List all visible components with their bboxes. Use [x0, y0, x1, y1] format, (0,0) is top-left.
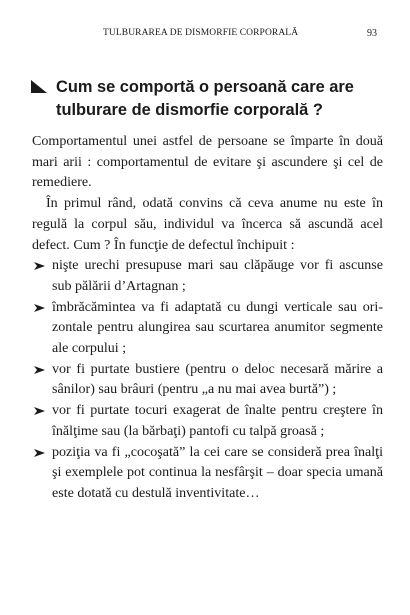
arrowhead-bullet-icon	[34, 304, 45, 312]
paragraph-2: În primul rând, odată convins că ceva anume nu este în regulă la corpul său, individul va încerca să ascundă acel defect. Cum ? În funcţie de defectul închipuit :	[32, 195, 383, 253]
bullet-list	[32, 255, 383, 503]
bullet-text: vor fi purtate bustiere (pentru o deloc necesară mărire a sânilor) sau brâuri (pentru „a nu mai avea burtă”) ;	[52, 360, 383, 398]
arrowhead-bullet-icon	[34, 449, 45, 457]
arrowhead-bullet-icon	[34, 366, 45, 374]
bullet-text: vor fi purtate tocuri exagerat de înalte pentru creştere în înălţime sau (la bărbaţi) pantofi cu talpă groasă ;	[52, 402, 383, 439]
heading-line-1: Cum se comportă o persoană care are	[56, 78, 354, 96]
bullet-text: poziţia va fi „cocoşată” la cei care se consideră prea înalţi şi exemplele pot continua la nesfârşit – doar specia umană este dotată cu destulă inventivitate…	[52, 443, 383, 501]
bullet-item	[32, 255, 383, 296]
arrowhead-bullet-icon	[34, 262, 45, 270]
bullet-item	[32, 400, 383, 441]
paragraph-1: Comportamentul unei astfel de persoane se împarte în două mari arii : comportamentul de evitare şi ascundere şi cel de remediere.	[32, 133, 383, 191]
body-text	[32, 131, 383, 504]
heading-line-2: tulburare de dismorfie corporală ?	[56, 101, 323, 119]
bullet-item	[32, 297, 383, 359]
arrowhead-bullet-icon	[34, 407, 45, 415]
page-number: 93	[367, 28, 377, 39]
bullet-item	[32, 359, 383, 400]
section-heading	[31, 76, 391, 122]
running-header: TULBURAREA DE DISMORFIE CORPORALĂ	[103, 28, 299, 38]
bullet-text: îmbrăcămintea va fi adaptată cu dungi verticale sau orizontale pentru alungirea sau scurtarea anumitor segmente ale corpului ;	[52, 298, 383, 357]
bullet-text: nişte urechi presupuse mari sau clăpăuge vor fi ascunse sub pălării d’Artagnan ;	[52, 257, 383, 294]
triangle-marker-icon	[31, 80, 47, 93]
bullet-item	[32, 442, 383, 504]
